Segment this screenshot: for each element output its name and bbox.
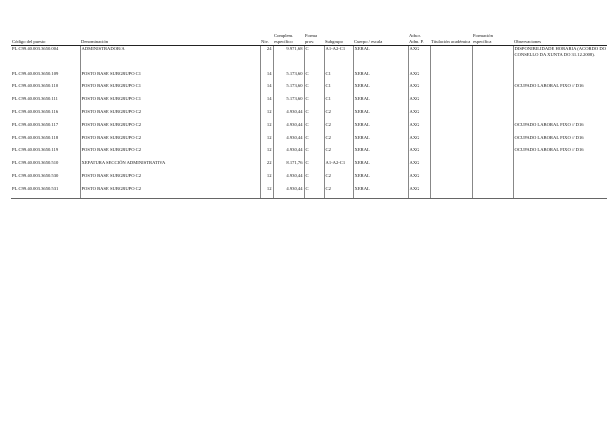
cell-formacion (472, 160, 513, 173)
cell-codigo: PL.C99.40.003.3650.110 (12, 83, 59, 89)
cell-observaciones (513, 173, 607, 186)
cell-codigo: PL.C99.40.003.3650.510 (12, 160, 59, 166)
cell-denominacion: XEFATURA SECCIÓN ADMINISTRATIVA (80, 160, 260, 173)
cell-formacion (472, 46, 513, 71)
cell-cuerpo: XERAL (353, 147, 408, 160)
cell-titulacion (430, 160, 472, 173)
cell-denominacion: POSTO BASE SUBGRUPO C1 (80, 96, 260, 109)
cell-titulacion (430, 186, 472, 199)
cell-codigo: PL.C99.40.003.3650.118 (12, 134, 59, 140)
cell-nivel: 12 (260, 109, 273, 122)
cell-adscripcion: AXG (408, 135, 430, 148)
cell-cuerpo: XERAL (353, 160, 408, 173)
cell-forma: C (304, 147, 324, 160)
cell-observaciones: OCUPADO LABORAL FIXO // D16 (513, 135, 607, 148)
cell-forma: C (304, 122, 324, 135)
cell-cuerpo: XERAL (353, 46, 408, 71)
cell-codigo: PL.C99.40.003.3650.117 (12, 121, 59, 127)
cell-denominacion: POSTO BASE SUBGRUPO C1 (80, 71, 260, 84)
header-observaciones: Observaciones (513, 33, 607, 46)
cell-adscripcion: AXG (408, 173, 430, 186)
cell-nivel: 12 (260, 173, 273, 186)
table-header-row (11, 33, 607, 46)
cell-complemento: 5.173,60 (273, 71, 304, 84)
cell-cuerpo: XERAL (353, 122, 408, 135)
cell-denominacion: POSTO BASE SUBGRUPO C2 (80, 122, 260, 135)
cell-titulacion (430, 83, 472, 96)
cell-formacion (472, 147, 513, 160)
cell-observaciones: DISPONIBILIDADE HORARIA (ACORDO DO CONSELLO DA XUNTA DO 31.12.2008). (513, 46, 607, 71)
table-row (11, 46, 607, 71)
cell-adscripcion: AXG (408, 96, 430, 109)
cell-codigo: PL.C99.40.003.3650.530 (12, 173, 59, 179)
cell-forma: C (304, 173, 324, 186)
cell-formacion (472, 83, 513, 96)
cell-observaciones (513, 96, 607, 109)
cell-observaciones (513, 160, 607, 173)
cell-complemento: 4.930,44 (273, 135, 304, 148)
cell-forma: C (304, 109, 324, 122)
header-titulacion: Titulación académica (430, 33, 472, 46)
table-row (11, 109, 607, 122)
cell-denominacion: POSTO BASE SUBGRUPO C1 (80, 83, 260, 96)
cell-forma: C (304, 135, 324, 148)
cell-denominacion: POSTO BASE SUBGRUPO C2 (80, 109, 260, 122)
cell-formacion (472, 122, 513, 135)
cell-codigo: PL.C99.40.003.3650.119 (12, 147, 59, 153)
cell-adscripcion: AXG (408, 186, 430, 199)
cell-nivel: 12 (260, 135, 273, 148)
cell-complemento: 5.173,60 (273, 96, 304, 109)
cell-titulacion (430, 46, 472, 71)
cell-titulacion (430, 122, 472, 135)
cell-complemento: 5.173,60 (273, 83, 304, 96)
cell-denominacion: POSTO BASE SUBGRUPO C2 (80, 173, 260, 186)
table-row (11, 122, 607, 135)
cell-complemento: 8.171,76 (273, 160, 304, 173)
cell-observaciones: OCUPADO LABORAL FIXO // D16 (513, 83, 607, 96)
cell-complemento: 4.930,44 (273, 122, 304, 135)
cell-observaciones (513, 186, 607, 199)
cell-forma: C (304, 96, 324, 109)
cell-codigo: PL.C99.40.003.3650.111 (12, 96, 58, 102)
cell-codigo: PL.C99.40.003.3650.531 (11, 186, 80, 199)
header-cuerpo: Cuerpo / escala (353, 33, 408, 46)
cell-cuerpo: XERAL (353, 186, 408, 199)
table-body (11, 46, 607, 199)
table-row (11, 96, 607, 109)
cell-subgrupo: C1 (324, 83, 353, 96)
cell-nivel: 12 (260, 122, 273, 135)
cell-subgrupo: C1 (324, 96, 353, 109)
cell-cuerpo: XERAL (353, 135, 408, 148)
table-row (11, 147, 607, 160)
cell-cuerpo: XERAL (353, 71, 408, 84)
header-formacion: Formación específica (472, 33, 513, 46)
table-row (11, 186, 607, 199)
cell-codigo: PL.C99.40.003.3650.004 (12, 46, 59, 52)
cell-forma: C (304, 71, 324, 84)
cell-titulacion (430, 71, 472, 84)
cell-formacion (472, 186, 513, 199)
cell-formacion (472, 173, 513, 186)
cell-cuerpo: XERAL (353, 173, 408, 186)
cell-nivel: 14 (260, 71, 273, 84)
cell-titulacion (430, 96, 472, 109)
cell-subgrupo: A1-A2-C1 (324, 46, 353, 71)
cell-formacion (472, 135, 513, 148)
cell-titulacion (430, 147, 472, 160)
header-nivel: Niv. (260, 33, 273, 46)
cell-nivel: 12 (260, 147, 273, 160)
cell-complemento: 4.930,44 (273, 147, 304, 160)
header-complemento: Complem. específico (273, 33, 304, 46)
cell-subgrupo: C2 (324, 135, 353, 148)
cell-forma: C (304, 83, 324, 96)
cell-titulacion (430, 173, 472, 186)
cell-observaciones (513, 71, 607, 84)
cell-adscripcion: AXG (408, 160, 430, 173)
cell-nivel: 24 (260, 46, 273, 71)
cell-adscripcion: AXG (408, 46, 430, 71)
cell-adscripcion: AXG (408, 122, 430, 135)
cell-adscripcion: AXG (408, 147, 430, 160)
header-codigo: Código del puesto (11, 33, 80, 46)
header-subgrupo: Subgrupo (324, 33, 353, 46)
cell-complemento: 4.930,44 (273, 173, 304, 186)
cell-subgrupo: C2 (324, 122, 353, 135)
cell-nivel: 12 (260, 186, 273, 199)
cell-observaciones (513, 109, 607, 122)
cell-cuerpo: XERAL (353, 96, 408, 109)
header-denominacion: Denominación (80, 33, 260, 46)
cell-nivel: 22 (260, 160, 273, 173)
cell-denominacion: POSTO BASE SUBGRUPO C2 (80, 135, 260, 148)
cell-subgrupo: A1-A2-C1 (324, 160, 353, 173)
cell-nivel: 14 (260, 96, 273, 109)
job-positions-table (11, 33, 607, 199)
cell-observaciones: OCUPADO LABORAL FIXO // D16 (513, 147, 607, 160)
cell-cuerpo: XERAL (353, 109, 408, 122)
cell-titulacion (430, 135, 472, 148)
cell-formacion (472, 71, 513, 84)
cell-forma: C (304, 186, 324, 199)
cell-codigo: PL.C99.40.003.3650.116 (12, 109, 59, 115)
cell-denominacion: ADMINISTRADOR/A (80, 46, 260, 71)
cell-complemento: 4.930,44 (273, 109, 304, 122)
table-row (11, 71, 607, 84)
cell-codigo: PL.C99.40.003.3650.109 (12, 70, 59, 76)
header-adscripcion: Adscr. Adm. P. (408, 33, 430, 46)
cell-adscripcion: AXG (408, 109, 430, 122)
cell-denominacion: POSTO BASE SUBGRUPO C2 (80, 147, 260, 160)
table-row (11, 83, 607, 96)
cell-subgrupo: C2 (324, 186, 353, 199)
cell-titulacion (430, 109, 472, 122)
cell-observaciones: OCUPADO LABORAL FIXO // D16 (513, 122, 607, 135)
cell-formacion (472, 96, 513, 109)
cell-formacion (472, 109, 513, 122)
table-row (11, 173, 607, 186)
table-row (11, 160, 607, 173)
cell-nivel: 14 (260, 83, 273, 96)
header-forma: Forma prov. (304, 33, 324, 46)
cell-complemento: 9.971,68 (273, 46, 304, 71)
cell-subgrupo: C1 (324, 71, 353, 84)
cell-adscripcion: AXG (408, 71, 430, 84)
table-row (11, 135, 607, 148)
cell-subgrupo: C2 (324, 147, 353, 160)
cell-forma: C (304, 160, 324, 173)
cell-cuerpo: XERAL (353, 83, 408, 96)
cell-denominacion: POSTO BASE SUBGRUPO C2 (80, 186, 260, 199)
cell-adscripcion: AXG (408, 83, 430, 96)
cell-subgrupo: C2 (324, 109, 353, 122)
cell-complemento: 4.930,44 (273, 186, 304, 199)
cell-subgrupo: C2 (324, 173, 353, 186)
cell-forma: C (304, 46, 324, 71)
